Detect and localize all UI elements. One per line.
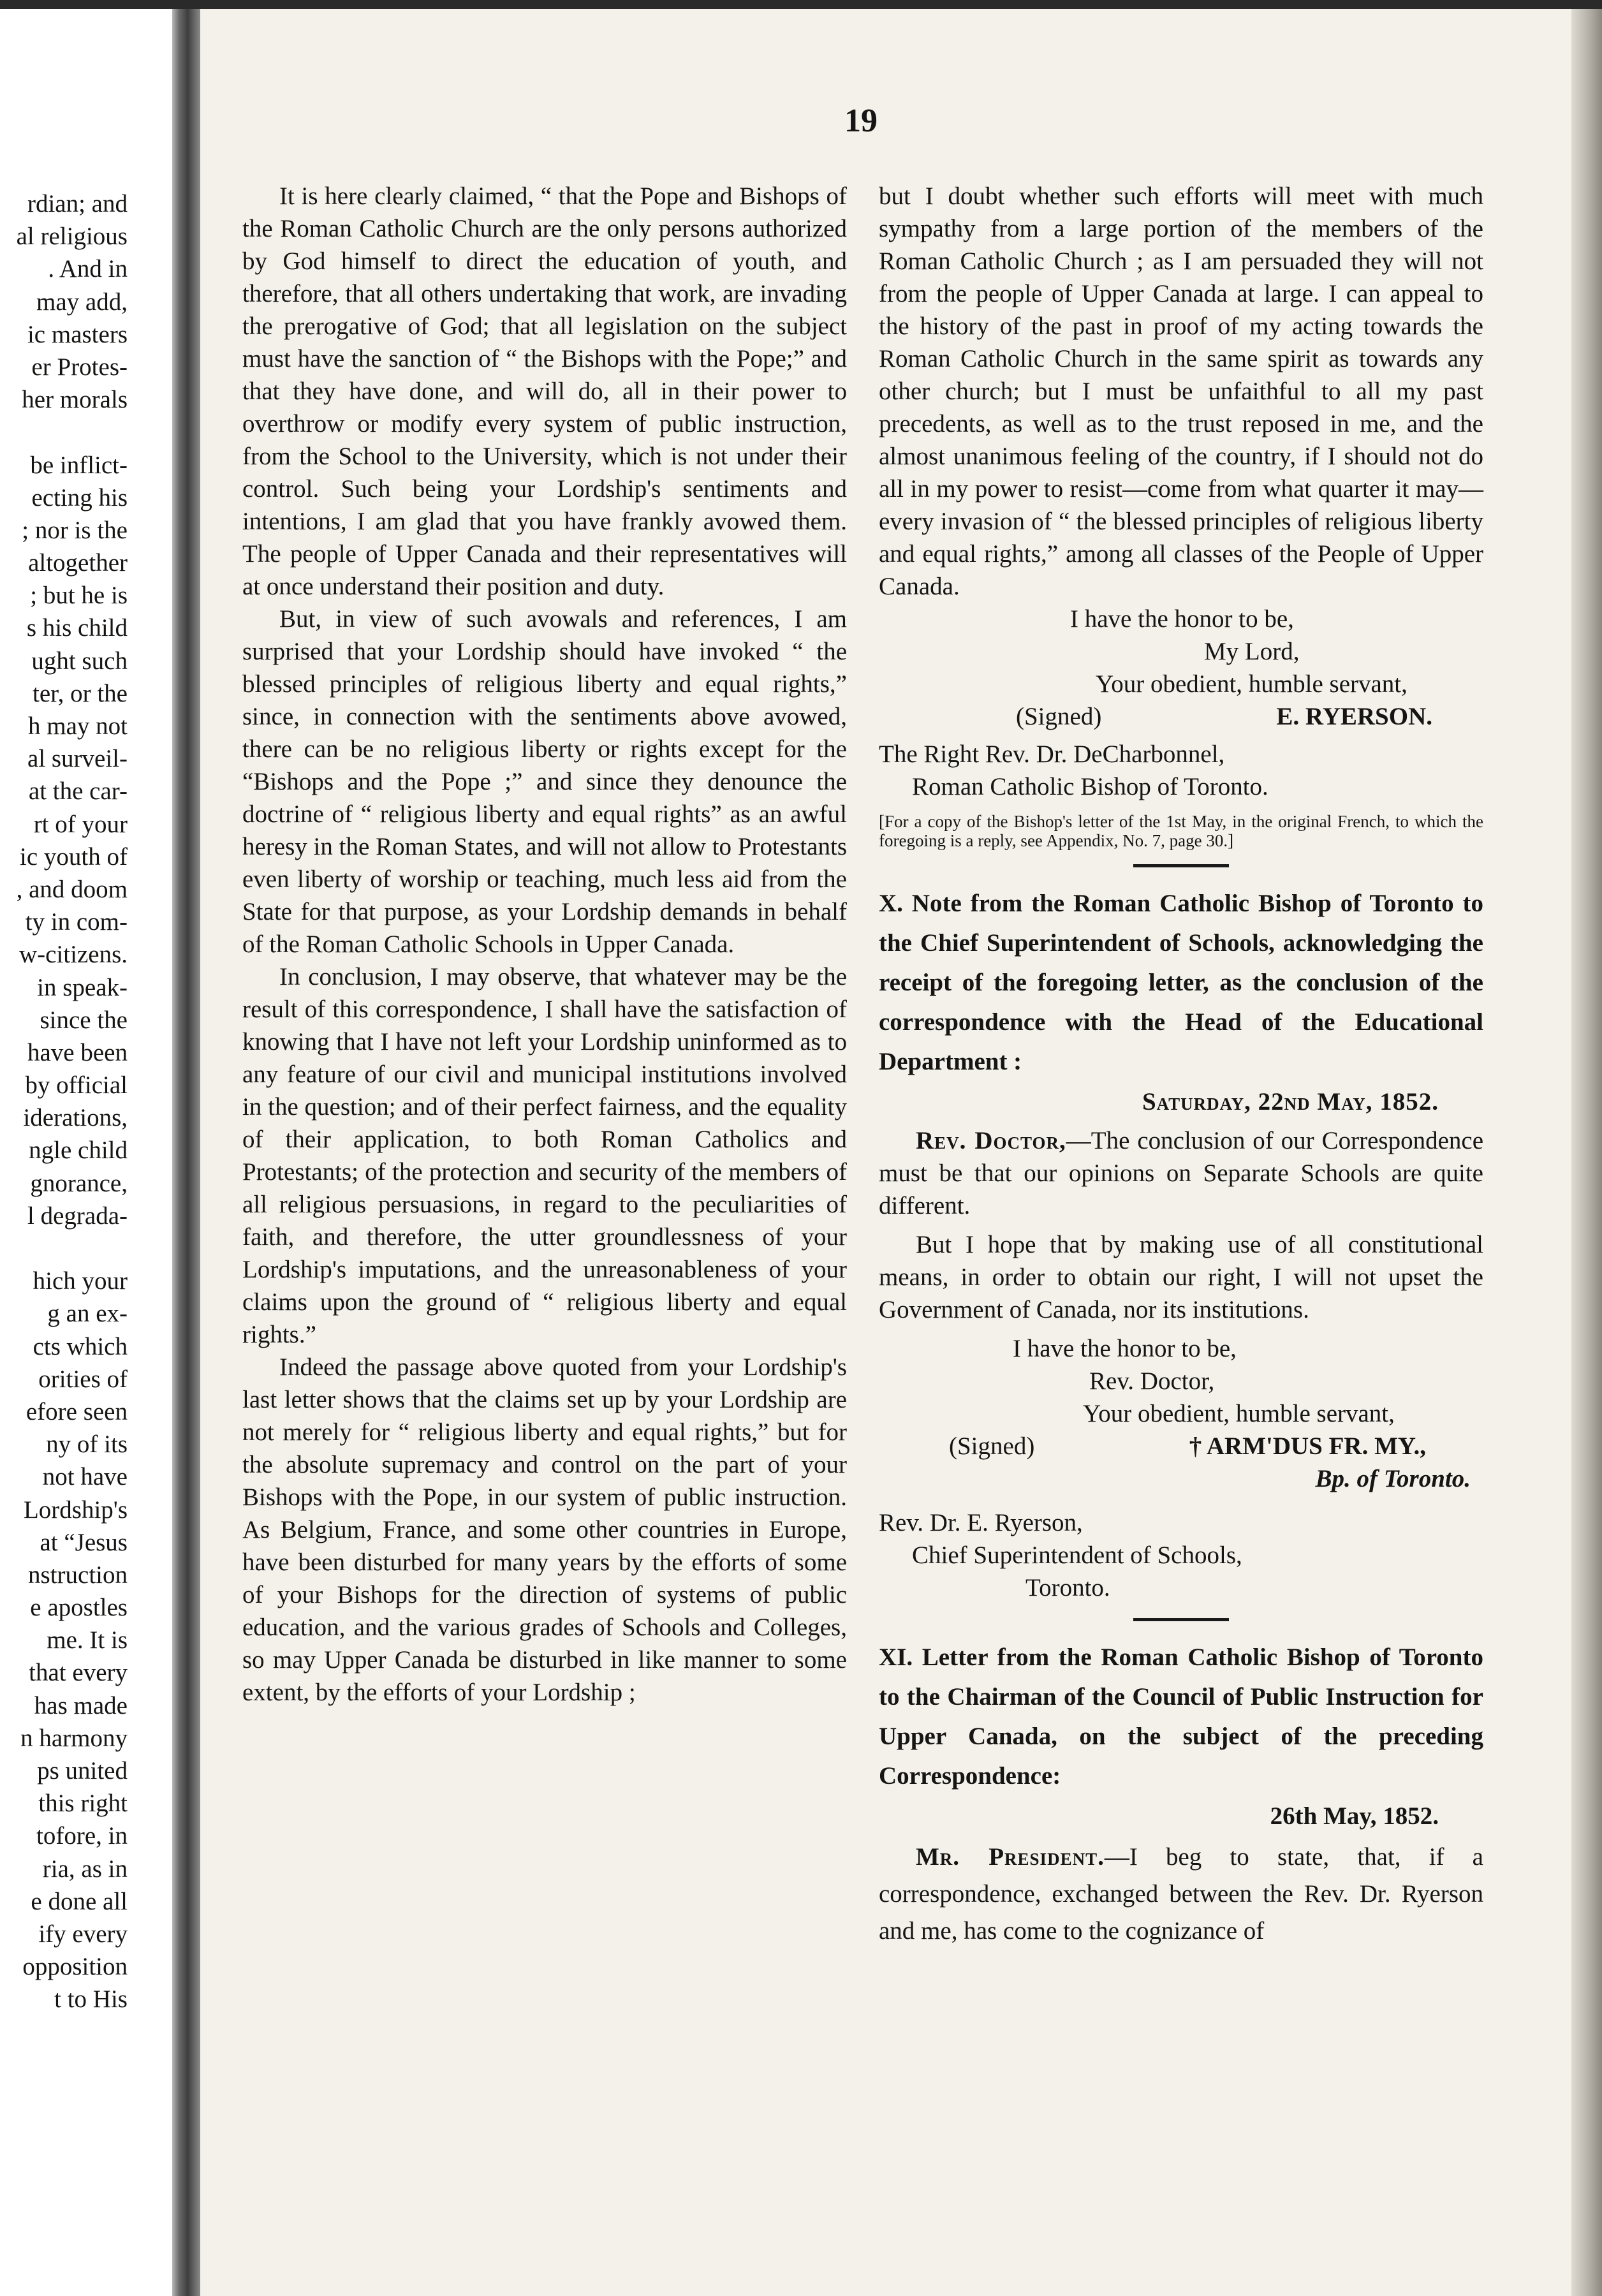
closing-line: Rev. Doctor, — [1089, 1367, 1215, 1395]
fragment-line: at the car- — [28, 777, 128, 806]
fragment-line: have been — [27, 1038, 128, 1066]
fragment-line: ria, as in — [42, 1855, 128, 1883]
fragment-line: ty in com- — [25, 908, 128, 936]
fragment-line: ny of its — [46, 1431, 128, 1459]
section-rule — [1133, 864, 1229, 867]
facing-page-text-fragments — [0, 188, 128, 2016]
fragment-line: since the — [40, 1006, 128, 1034]
addressee-line: Toronto. — [1025, 1574, 1110, 1601]
fragment-line: ify every — [38, 1920, 128, 1948]
signed-label: (Signed) — [949, 1432, 1035, 1460]
signed-label: (Signed) — [1016, 703, 1102, 730]
fragment-line: cts which — [33, 1332, 128, 1360]
fragment-line: , and doom — [16, 875, 128, 903]
right-column — [879, 180, 1483, 1950]
fragment-line: n harmony — [20, 1724, 128, 1752]
fragment-line: that every — [29, 1659, 128, 1687]
fragment-line: hich your — [33, 1267, 128, 1295]
fragment-line: me. It is — [47, 1626, 128, 1654]
fragment-line: e apostles — [30, 1594, 128, 1622]
fragment-line: iderations, — [23, 1104, 128, 1132]
addressee-line: Chief Superintendent of Schools, — [912, 1542, 1242, 1569]
fragment-line: altogether — [28, 549, 128, 577]
date-line — [879, 1085, 1483, 1118]
fragment-line: ter, or the — [33, 679, 128, 707]
signer-name: E. RYERSON. — [1276, 703, 1432, 730]
fragment-line: gnorance, — [30, 1169, 128, 1197]
fragment-line: al surveil- — [27, 745, 128, 773]
fragment-line: be inflict- — [30, 451, 128, 479]
paragraph: But I hope that by making use of all constitutional means, in order to obtain our right, I will not upset the Government of Canada, nor its institutions. — [879, 1231, 1483, 1323]
left-column — [242, 180, 847, 1709]
fragment-line: efore seen — [26, 1397, 128, 1425]
fragment-line: this right — [38, 1790, 128, 1818]
salutation: Rev. Doctor, — [916, 1127, 1066, 1154]
fragment-line: e done all — [31, 1887, 128, 1915]
page-right-edge — [1571, 9, 1602, 2296]
fragment-line: s his child — [26, 614, 128, 642]
signature-row — [879, 700, 1483, 733]
closing-line: Your obedient, humble servant, — [1083, 1400, 1395, 1427]
book-gutter-shadow — [172, 9, 200, 2296]
fragment-line: orities of — [38, 1365, 128, 1393]
fragment-line: ic youth of — [20, 843, 128, 871]
fragment-line: ; nor is the — [22, 516, 128, 544]
addressee-line: Rev. Dr. E. Ryerson, — [879, 1509, 1083, 1536]
fragment-line: not have — [42, 1463, 128, 1491]
date-line: 26th May, 1852. — [1270, 1802, 1439, 1830]
paragraph: It is here clearly claimed, “ that the Pope and Bishops of the Roman Catholic Church are the only persons authorized by God himself to direct the education of youth, and therefore, that all others undertaking that work, are invading the prerogative of God; that all legislation on the subject must have the sanction of “ the Bishops with the Pope;” and that they have done, and will do, all in their power to overthrow or modify every system of public instruction, from the School to the University, which is not under their control. Such being your Lordship's sentiments and intentions, I am glad that you have frankly avowed them. The people of Upper Canada and their representatives will at once understand their position and duty. — [242, 182, 847, 600]
fragment-line: h may not — [28, 712, 128, 740]
closing-line: Your obedient, humble servant, — [1096, 670, 1407, 698]
fragment-line: ngle child — [29, 1137, 128, 1165]
paragraph: But, in view of such avowals and references, I am surprised that your Lordship should have invoked “ the blessed principles of religious liberty and equal rights,” since, in connection with the sentiments above avowed, there can be no religious liberty or rights except for the “Bishops and the Pope ;” and since they denounce the doctrine of “ religious liberty and equal rights” as an awful heresy in the Roman States, and will not allow to Protestants even liberty of worship or teaching, much less aid from the State for that purpose, as your Lordship demands in behalf of the Roman Catholic Schools in Upper Canada. — [242, 605, 847, 958]
date-text: Saturday, 22nd May, 1852. — [1142, 1088, 1439, 1115]
footnote: [For a copy of the Bishop's letter of the 1st May, in the original French, to which the foregoing is a reply, see Appendix, No. 7, page 30.] — [879, 812, 1483, 850]
fragment-line: al religious — [16, 223, 128, 251]
paragraph — [879, 1839, 1483, 1950]
signer-title: Bp. of Toronto. — [1315, 1465, 1471, 1492]
paragraph-text: —I beg to state, that, if a correspondence, exchanged between the Rev. Dr. Ryerson and me, has come to the cognizance of — [879, 1843, 1483, 1945]
fragment-line — [0, 1232, 128, 1265]
fragment-line: rdian; and — [27, 190, 128, 217]
fragment-line: Lordship's — [23, 1496, 128, 1524]
fragment-line: ecting his — [31, 483, 128, 511]
fragment-line: by official — [25, 1071, 128, 1100]
fragment-line: ught such — [31, 647, 128, 675]
fragment-line: er Protes- — [31, 353, 128, 381]
closing-line: My Lord, — [1204, 638, 1300, 665]
paragraph — [879, 1124, 1483, 1222]
fragment-line: rt of your — [33, 810, 128, 838]
section-heading-xi: XI. Letter from the Roman Catholic Bishop of Toronto to the Chairman of the Council of Public Instruction for Upper Canada, on the subject of the preceding Correspondence: — [879, 1644, 1483, 1790]
paragraph: but I doubt whether such efforts will meet with much sympathy from a large portion of the members of the Roman Catholic Church ; as I am persuaded they will not from the people of Upper Canada at large. I can appeal to the history of the past in proof of my acting towards the Roman Catholic Church in the same spirit as towards any other church; but I must be unfaithful to all my past precedents, as well as to the trust reposed in me, and the almost unanimous feeling of the country, if I should not do all in my power to resist—come from what quarter it may—every invasion of “ the blessed principles of religious liberty and equal rights,” among all classes of the People of Upper Canada. — [879, 182, 1483, 600]
fragment-line: has made — [34, 1691, 128, 1719]
fragment-line: g an ex- — [47, 1300, 128, 1328]
fragment-line: ; but he is — [30, 582, 128, 610]
fragment-line: t to His — [54, 1985, 128, 2013]
addressee-line: Roman Catholic Bishop of Toronto. — [912, 773, 1268, 800]
fragment-line: at “Jesus — [40, 1528, 128, 1556]
fragment-line: tofore, in — [36, 1822, 128, 1850]
fragment-line: l degrada- — [27, 1202, 128, 1230]
signer-name: † ARM'DUS FR. MY., — [1189, 1432, 1426, 1460]
addressee-line: The Right Rev. Dr. DeCharbonnel, — [879, 740, 1225, 768]
salutation: Mr. President. — [916, 1843, 1105, 1871]
fragment-line: in speak- — [37, 973, 128, 1001]
fragment-line: w-citizens. — [18, 941, 128, 969]
paragraph: Indeed the passage above quoted from your Lordship's last letter shows that the claims set up by your Lordship are not merely for “ religious liberty and equal rights,” but for the absolute supremacy and control on the part of your Bishops with the Pope, in our system of public instruction. As Belgium, France, and some other countries in Europe, have been disturbed for many years by the efforts of some of your Bishops for the direction of systems of public education, and the various grades of Schools and Colleges, so may Upper Canada be disturbed in like manner to some extent, by the efforts of your Lordship ; — [242, 1353, 847, 1706]
fragment-line: . And in — [48, 255, 128, 283]
closing-line: I have the honor to be, — [1013, 1335, 1237, 1362]
paragraph-text: —The conclusion of our Correspondence must be that our opinions on Separate Schools are quite different. — [879, 1127, 1484, 1219]
fragment-line — [0, 416, 128, 448]
page-number: 19 — [844, 103, 878, 139]
fragment-line: opposition — [22, 1953, 128, 1981]
section-heading-x: X. Note from the Roman Catholic Bishop of Toronto to the Chief Superintendent of Schools, acknowledging the receipt of the foregoing letter, as the conclusion of the correspondence with the Head of the Educational Department : — [879, 890, 1483, 1075]
fragment-line: may add, — [36, 288, 128, 316]
section-rule — [1133, 1618, 1229, 1621]
facing-page-strip — [0, 9, 172, 2296]
fragment-line: ps united — [37, 1757, 128, 1785]
paragraph: In conclusion, I may observe, that whatever may be the result of this correspondence, I shall have the satisfaction of knowing that I have not left your Lordship uninformed as to any feature of our civil and municipal institutions involved in the question; and of their perfect fairness, and the equality of their application, to both Roman Catholics and Protestants; of the protection and security of the members of all religious persuasions, in regard to the peculiarities of faith, and therefore, the utter groundlessness of your Lordship's imputations, and the unreasonableness of your claims upon the ground of “ religious liberty and equal rights.” — [242, 963, 847, 1348]
fragment-line: ic masters — [27, 320, 128, 348]
scan-top-border — [0, 0, 1602, 9]
closing-line: I have the honor to be, — [1070, 605, 1294, 633]
signature-row — [879, 1430, 1483, 1462]
fragment-line: nstruction — [28, 1561, 128, 1589]
fragment-line: her morals — [22, 386, 128, 414]
